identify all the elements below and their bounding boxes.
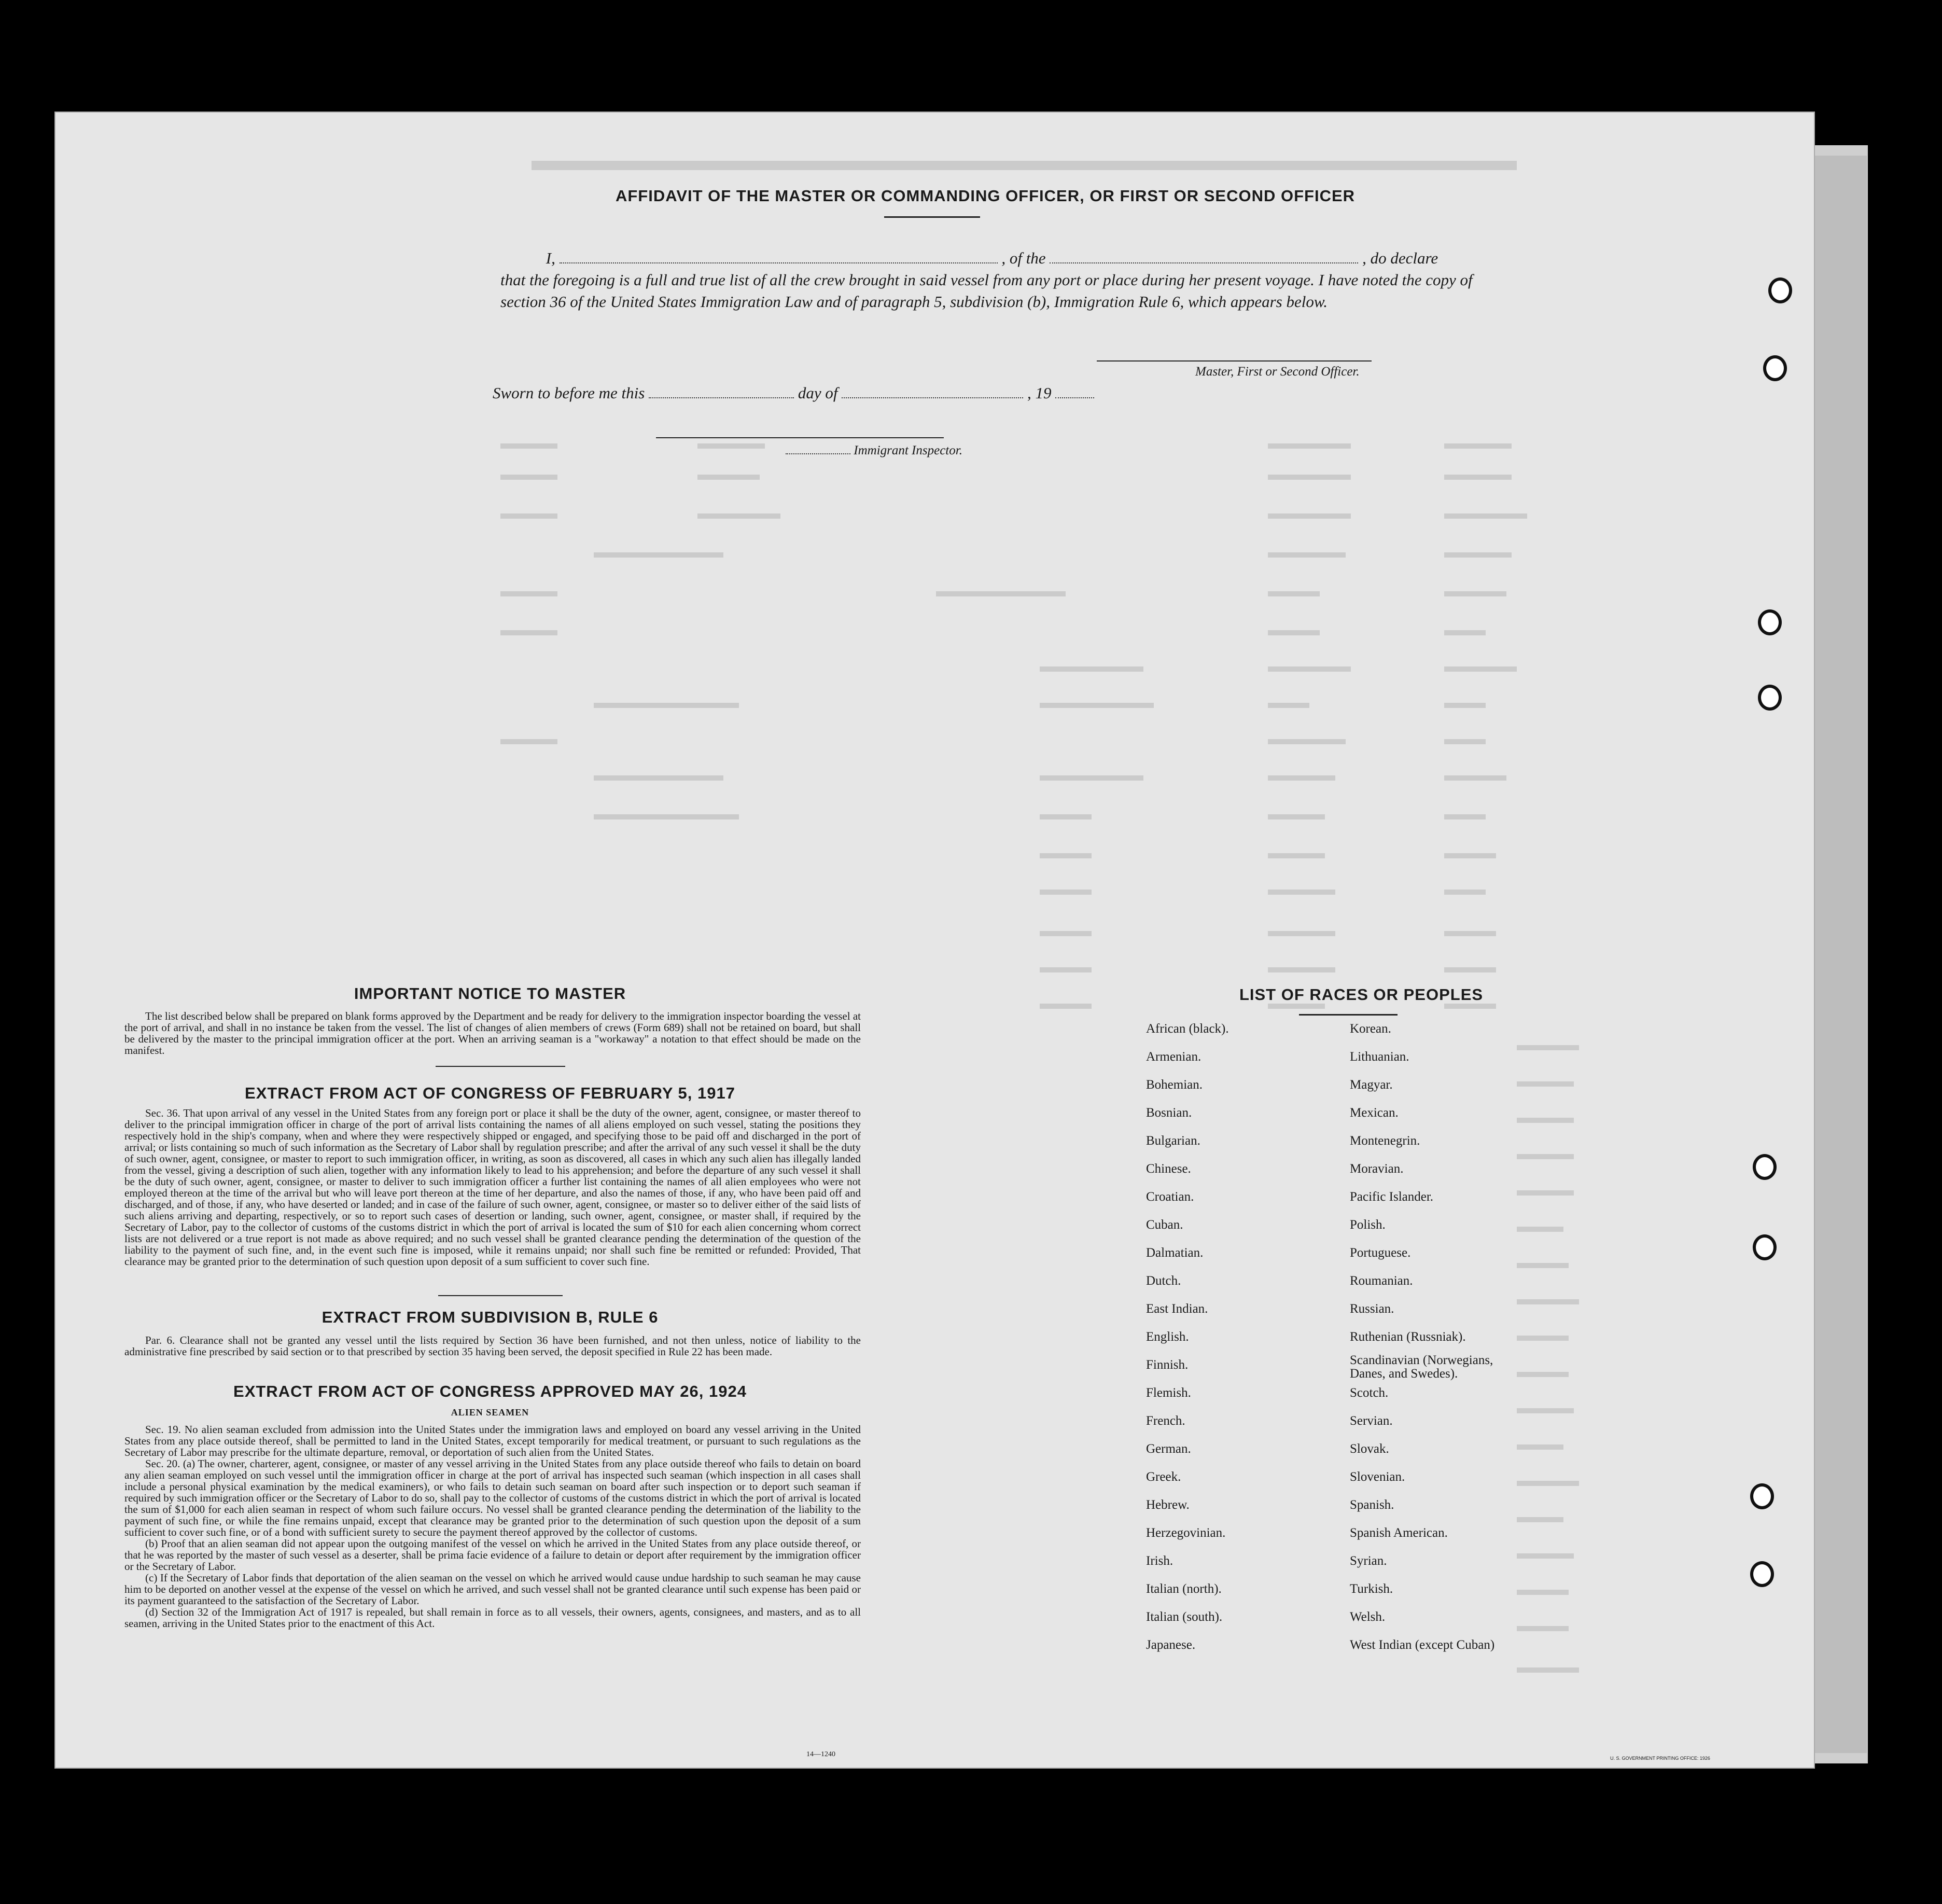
race-item: Bohemian. [1146,1078,1203,1092]
race-item: Bulgarian. [1146,1134,1200,1148]
race-item: African (black). [1146,1022,1229,1036]
race-item: West Indian (except Cuban) [1350,1638,1495,1652]
declarant-prefix: I, [546,249,555,267]
race-item: Montenegrin. [1350,1134,1420,1148]
races-title-underline [1299,1014,1398,1016]
sec-20d-text: (d) Section 32 of the Immigration Act of 1917 is repealed, but shall remain in force as to all vessels, their owners, agents, consignees, and masters, and as to all seamen, arriving in the United States prior to the enactment of this Act. [124,1606,861,1630]
race-item: Herzegovinian. [1146,1526,1226,1540]
race-item: Bosnian. [1146,1106,1192,1120]
declaration-line [500,247,1475,269]
race-item: Spanish American. [1350,1526,1448,1540]
binder-hole [1763,355,1787,381]
notice-text: The list described below shall be prepared on blank forms approved by the Department and be ready for delivery to the immigration inspector boarding the vessel at the port of arrival, and shall in no instance be taken from the vessel. The list of changes of alien members of crews (Form 689) shall not be retained on board, but shall be delivered by the master to the principal immigration officer at the port. When an arriving seaman is a "workaway" a notation to that effect should be made on the manifest. [124,1010,861,1057]
race-item: Lithuanian. [1350,1050,1409,1064]
sec-20b-text: (b) Proof that an alien seaman did not appear upon the outgoing manifest of the vessel on which he arrived in the United States from any place outside thereof, or that he was reported by the master of such vessel as a deserter, shall be prima facie evidence of a failure to detain or deport after requirement by the immigration officer or the Secretary of Labor. [124,1537,861,1573]
race-item: East Indian. [1146,1302,1208,1316]
race-item: Mexican. [1350,1106,1399,1120]
race-item: French. [1146,1414,1185,1428]
section-divider [436,1066,565,1067]
binder-hole [1750,1561,1774,1587]
notice-body [124,1010,861,1056]
sworn-month-field[interactable] [842,387,1023,398]
signature-label: Master, First or Second Officer. [1195,365,1360,379]
printing-office-note: U. S. GOVERNMENT PRINTING OFFICE: 1926 [1610,1756,1710,1761]
race-item: Magyar. [1350,1078,1393,1092]
do-declare-text: , do declare [1362,249,1438,267]
race-item: Spanish. [1350,1498,1394,1512]
binder-hole [1753,1154,1777,1180]
race-item: Slovak. [1350,1442,1389,1456]
affidavit-declaration [500,247,1475,313]
par-6-text: Par. 6. Clearance shall not be granted any vessel until the lists required by Section 36 have been furnished, and not then unless, notice of liability to the administrative fine prescribed by said section or to that prescribed by section 35 having been served, the deposit specified in Rule 22 has been made. [124,1334,861,1358]
binder-hole [1753,1234,1777,1260]
inspector-signature-line [656,437,944,438]
race-item: Italian (south). [1146,1610,1223,1624]
race-item: Polish. [1350,1218,1386,1232]
race-item: Chinese. [1146,1162,1191,1176]
extract2-title: EXTRACT FROM SUBDIVISION B, RULE 6 [322,1308,659,1326]
race-item: Russian. [1350,1302,1394,1316]
race-item: Armenian. [1146,1050,1201,1064]
sworn-year-field[interactable] [1055,387,1094,398]
sec-19-text: Sec. 19. No alien seaman excluded from admission into the United States under the immigration laws and employed on board any vessel arriving in the United States from any place outside thereof, shall be permitted to land in the United States, except temporarily for medical treatment, or pursuant to such regulations as the Secretary of Labor may prescribe for the ultimate departure, removal, or deportation of such alien from the United States. [124,1423,861,1458]
race-item: Ruthenian (Russniak). [1350,1330,1466,1344]
affidavit-title: AFFIDAVIT OF THE MASTER OR COMMANDING OFFICER, OR FIRST OR SECOND OFFICER [615,187,1356,205]
race-item: Korean. [1350,1022,1391,1036]
race-item: Pacific Islander. [1350,1190,1434,1204]
race-item: Scotch. [1350,1386,1389,1400]
race-item: Cuban. [1146,1218,1183,1232]
vessel-name-field[interactable] [1050,252,1358,263]
race-item: Turkish. [1350,1582,1393,1596]
section-divider [438,1295,563,1296]
binder-hole [1758,609,1782,635]
title-underline [884,216,980,218]
sworn-line [493,384,1094,402]
day-of-text: day of [798,384,838,402]
signature-line [1097,360,1372,362]
sworn-day-field[interactable] [649,387,794,398]
races-title: LIST OF RACES OR PEOPLES [1239,985,1484,1004]
extract3-subtitle: ALIEN SEAMEN [451,1407,529,1417]
extract1-title: EXTRACT FROM ACT OF CONGRESS OF FEBRUARY 5, 1917 [245,1084,735,1102]
race-item: Roumanian. [1350,1274,1413,1288]
manifest-page [54,112,1815,1769]
extract1-body [124,1107,861,1267]
form-number: 14—1240 [806,1750,835,1758]
extract2-body [124,1335,861,1357]
race-item: Croatian. [1146,1190,1194,1204]
inspector-line [786,443,962,458]
section-36-text: Sec. 36. That upon arrival of any vessel in the United States from any foreign port or place it shall be the duty of the owner, agent, consignee, or master thereof to deliver to the principal immigration officer in charge of the port of arrival lists containing the names of all aliens employed on such vessel, stating the positions they respectively hold in the ship's company, when and where they were respectively shipped or engaged, and specifying those to be paid off and discharged in the port of arrival; or lists containing so much of such information as the Secretary of Labor shall by regulation prescribe; and after the arrival of any such vessel it shall be the duty of such owner, agent, consignee, or master to report to such immigration officer, in writing, as soon as discovered, all cases in which any such alien has illegally landed from the vessel, giving a description of such alien, together with any information likely to lead to his apprehension; and before the departure of any such vessel it shall be the duty of such owner, agent, consignee, or master to deliver to such immigration officer a further list containing the names of all alien employees who were not employed thereon at the time of the arrival but who will leave port thereon at the time of her departure, and also the names of those, if any, who have been paid off and discharged, and of those, if any, who have deserted or landed; and in case of the failure of such owner, agent, consignee, or master so to deliver either of the said lists of such aliens arriving and departing, respectively, or so to report such cases of desertion or landing, such owner, agent, consignee, or master shall, if required by the Secretary of Labor, pay to the collector of customs of the customs district in which the port of arrival is located the sum of $10 for each alien concerning whom correct lists are not delivered or a true report is not made as above required; and no such vessel shall be granted clearance pending the determination of the question of the liability to the payment of such fine, and, in the event such fine is imposed, while it remains unpaid; nor shall such fine be remitted or refunded: Provided, That clearance may be granted prior to the determination of such question upon deposit of a sum sufficient to cover such fine. [124,1107,861,1268]
race-item: Dutch. [1146,1274,1181,1288]
race-item: Servian. [1350,1414,1393,1428]
declarant-name-field[interactable] [560,252,998,263]
race-item: Syrian. [1350,1554,1387,1568]
sec-20c-text: (c) If the Secretary of Labor finds that deportation of the alien seaman on the vessel on which he arrived would cause undue hardship to such seaman he may cause him to be deported on another vessel at the expense of the vessel on which he arrived, and such vessel shall not be granted clearance until such expense has been paid or its payment guaranteed to the satisfaction of the Secretary of Labor. [124,1572,861,1607]
race-item: Welsh. [1350,1610,1386,1624]
race-item: Slovenian. [1350,1470,1405,1484]
binder-hole [1768,277,1792,303]
race-item: Portuguese. [1350,1246,1411,1260]
race-item: Scandinavian (Norwegians, Danes, and Swedes). [1350,1353,1493,1381]
race-item: Italian (north). [1146,1582,1222,1596]
inspector-label: Immigrant Inspector. [854,443,962,457]
year-prefix: , 19 [1027,384,1052,402]
race-item: Finnish. [1146,1358,1189,1372]
extract3-title: EXTRACT FROM ACT OF CONGRESS APPROVED MAY 26, 1924 [233,1382,747,1400]
extract3-body [124,1424,861,1629]
race-item: English. [1146,1330,1189,1344]
race-item: Moravian. [1350,1162,1404,1176]
race-item: Hebrew. [1146,1498,1190,1512]
notice-title: IMPORTANT NOTICE TO MASTER [354,984,626,1003]
race-item: Dalmatian. [1146,1246,1204,1260]
binder-hole [1758,685,1782,711]
binder-hole [1750,1483,1774,1509]
race-item: German. [1146,1442,1191,1456]
race-item: Japanese. [1146,1638,1196,1652]
race-item: Flemish. [1146,1386,1191,1400]
inspector-name-field[interactable] [786,446,850,454]
race-item: Greek. [1146,1470,1181,1484]
race-item: Irish. [1146,1554,1173,1568]
affidavit-body: that the foregoing is a full and true list of all the crew brought in said vessel from any port or place during her present voyage. I have noted the copy of section 36 of the United States Immigration Law and of paragraph 5, subdivision (b), Immigration Rule 6, which appears below. [500,271,1473,311]
sworn-prefix: Sworn to before me this [493,384,645,402]
sec-20a-text: Sec. 20. (a) The owner, charterer, agent, consignee, or master of any vessel arriving in the United States from any place outside thereof who fails to detain on board any alien seaman employed on such vessel until the immigration officer in charge at the port of arrival has inspected such seaman (which inspection in all cases shall include a personal physical examination by the medical examiners), or who fails to detain such seaman on board after such inspection or to deport such seaman if required by such immigration officer or the Secretary of Labor to do so, shall pay to the collector of customs of the customs district in which the port of arrival is located the sum of $1,000 for each alien seaman in respect of whom such failure occurs. No vessel shall be granted clearance pending the determination of the liability to the payment of such fine, or while the fine remains unpaid, except that clearance may be granted prior to the determination of such question upon the deposit of a sum sufficient to cover such fine, or of a bond with sufficient surety to secure the payment thereof approved by the collector of customs. [124,1457,861,1538]
of-the-text: , of the [1001,249,1046,267]
